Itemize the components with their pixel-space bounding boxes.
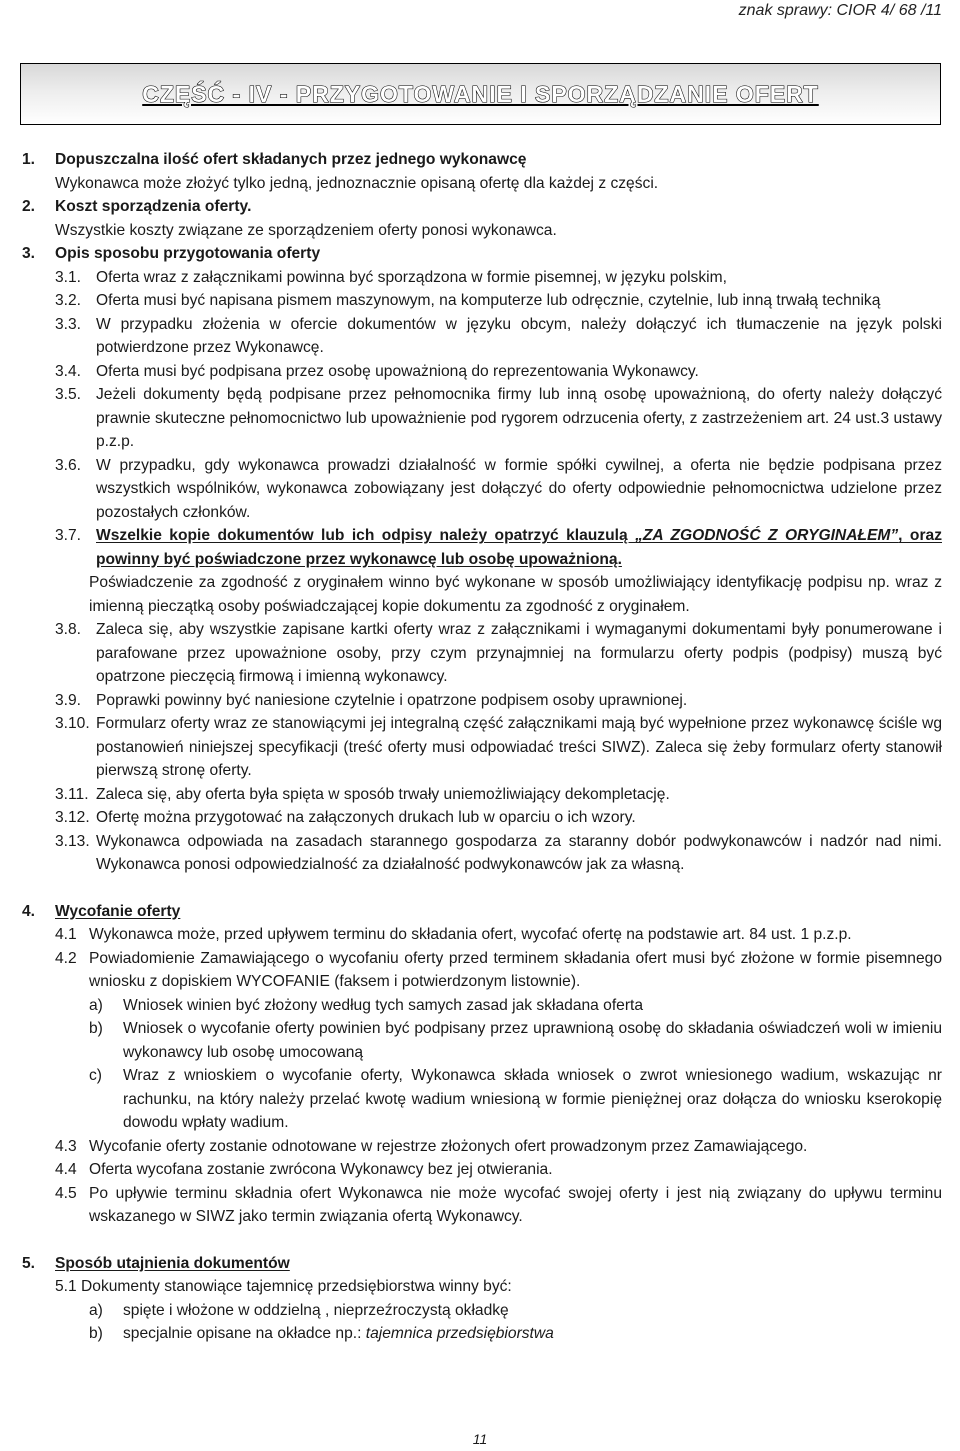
section-number: 2.: [22, 198, 36, 215]
list-item: [0, 618, 960, 689]
item-text: Powiadomienie Zamawiającego o wycofaniu oferty przed terminem składania ofert musi być złożone w formie pisemnego wniosku z dopiskiem WYCOFANIE (faksem i potwierdzonym listownie).: [89, 949, 942, 990]
certification-clause: „ZA ZGODNOŚĆ Z ORYGINAŁEM”: [635, 527, 899, 544]
section-heading: Opis sposobu przygotowania oferty: [55, 245, 321, 262]
list-item: [0, 524, 960, 571]
item-text-part: Wszelkie kopie dokumentów lub ich odpisy należy opatrzyć klauzulą: [96, 527, 636, 544]
spacer: [0, 1229, 960, 1252]
list-item: [0, 923, 960, 947]
spacer: [0, 877, 960, 900]
list-item: [0, 289, 960, 313]
item-text: Zaleca się, aby wszystkie zapisane kartki oferty wraz z załącznikami i wymaganymi dokumentami były ponumerowane i parafowane przez upoważnione osoby, przy czym przynajmniej na formularzu oferty podpis (podpisy) muszą być opatrzone pieczęcią firmową i imienną wykonawcy.: [96, 621, 942, 685]
sub-item-text: spięte i włożone w oddzielną , nieprzeźroczystą okładkę: [123, 1301, 509, 1319]
sub-item-letter: a): [89, 1301, 103, 1319]
list-item: [0, 830, 960, 877]
item-text-part: , oraz powinny być poświadczone przez wykonawcę lub osobę upoważnioną.: [96, 527, 942, 568]
sub-item-text-part: specjalnie opisane na okładce np.:: [123, 1325, 366, 1342]
list-item: [0, 454, 960, 525]
sub-item-letter: a): [89, 996, 103, 1014]
item-text: Oferta wraz z załącznikami powinna być sporządzona w formie pisemnej, w języku polskim,: [96, 268, 727, 286]
list-item: [0, 1182, 960, 1229]
section-heading: Sposób utajnienia dokumentów: [55, 1254, 290, 1272]
item-number: 3.11.: [55, 785, 89, 803]
document-body: [0, 148, 960, 1346]
item-text: Jeżeli dokumenty będą podpisane przez pełnomocnika firmy lub inną osobę upoważnioną, do oferty należy dołączyć prawnie skuteczne pełnomocnictwo lub upoważnienie pod rygorem odrzucenia oferty, z zastrzeżeniem art. 24 ust.3 ustawy p.z.p.: [96, 386, 942, 450]
item-text: Wykonawca odpowiada na zasadach starannego gospodarza za staranny dobór podwykonawców i nadzór nad nimi. Wykonawca ponosi odpowiedzialność za działalność podwykonawców jak za własną.: [96, 832, 942, 873]
item-number: 3.13.: [55, 832, 90, 850]
part-title-box: [20, 63, 941, 125]
item-number: 3.3.: [55, 315, 82, 333]
section-intro: 5.1 Dokumenty stanowiące tajemnicę przedsiębiorstwa winny być:: [55, 1278, 512, 1295]
item-number: 3.7.: [55, 527, 82, 544]
item-number: 3.6.: [55, 456, 82, 474]
section-3: [0, 242, 960, 266]
item-text: Oferta musi być podpisana przez osobę upoważnioną do reprezentowania Wykonawcy.: [96, 362, 699, 380]
list-item: [0, 313, 960, 360]
sub-item: [0, 1064, 960, 1135]
section-1: [0, 148, 960, 172]
case-reference: znak sprawy: CIOR 4/ 68 /11: [738, 2, 942, 19]
item-text: Wykonawca może, przed upływem terminu do składania ofert, wycofać ofertę na podstawie art. 84 ust. 1 p.z.p.: [89, 926, 852, 943]
item-text: [96, 524, 942, 571]
sub-item-text: [123, 1322, 942, 1346]
section-heading: Wycofanie oferty: [55, 902, 181, 920]
item-text: Oferta musi być napisana pismem maszynowym, na komputerze lub odręcznie, czytelnie, lub inną trwałą techniką: [96, 292, 881, 309]
section-number: 5.: [22, 1254, 36, 1272]
item-text: Ofertę można przygotować na załączonych drukach lub w oparciu o ich wzory.: [96, 809, 636, 826]
list-item: [0, 806, 960, 830]
sub-item-text: Wniosek winien być złożony według tych samych zasad jak składana oferta: [123, 996, 644, 1014]
section-2: [0, 195, 960, 219]
section-4: [0, 900, 960, 924]
item-text: W przypadku, gdy wykonawca prowadzi działalność w formie spółki cywilnej, a oferta nie będzie podpisana przez wszystkich wspólników, wykonawca zobowiązany jest dołączyć do oferty odpowiednie pełnomocnictwa udzielone przez pozostałych członków.: [96, 456, 942, 521]
section-number: 3.: [22, 245, 36, 262]
item-number: 4.3: [55, 1137, 77, 1155]
item-number: 3.9.: [55, 691, 82, 709]
item-text: Zaleca się, aby oferta była spięta w sposób trwały uniemożliwiający dekompletację.: [96, 785, 670, 803]
sub-item-text: Wraz z wnioskiem o wycofanie oferty, Wykonawca składa wniosek o zwrot wniesionego wadium, wskazując nr rachunku, na który należy przelać kwotę wadium wniesioną w formie pieniężnej oraz dołącza do wniosku kserokopię dowodu wpłaty wadium.: [123, 1067, 942, 1131]
item-number: 3.12.: [55, 809, 90, 826]
part-title: CZĘŚĆ - IV - PRZYGOTOWANIE I SPORZĄDZANIE OFERT: [142, 80, 819, 107]
sub-item: [0, 1017, 960, 1064]
sub-item: [0, 1322, 960, 1346]
item-number: 3.4.: [55, 362, 82, 380]
sub-item-letter: b): [89, 1020, 103, 1037]
item-number: 3.8.: [55, 621, 82, 638]
list-item: [0, 1135, 960, 1159]
item-number: 3.2.: [55, 292, 82, 309]
sub-item: [0, 1299, 960, 1323]
item-text: Po upływie terminu składnia ofert Wykonawca nie może wycofać swojej oferty i jest nią związany do upływu terminu wskazanego w SIWZ jako termin związania ofertą Wykonawcy.: [89, 1184, 942, 1225]
item-number: 3.1.: [55, 268, 82, 286]
section-5: [0, 1252, 960, 1276]
page-number: 11: [472, 1431, 488, 1447]
section-heading: Dopuszczalna ilość ofert składanych przez jednego wykonawcę: [55, 151, 527, 168]
item-note: Poświadczenie za zgodność z oryginałem winno być wykonane w sposób umożliwiający identyfikację podpisu np. wraz z imienną pieczątką osoby poświadczającej kopie dokumentu za zgodność z oryginałem.: [89, 574, 942, 615]
section-heading: Koszt sporządzenia oferty.: [55, 198, 252, 215]
confidentiality-label: tajemnica przedsiębiorstwa: [365, 1325, 554, 1342]
list-item: [0, 947, 960, 994]
sub-item-text: Wniosek o wycofanie oferty powinien być podpisany przez uprawnioną osobę do składania oświadczeń woli w imieniu wykonawcy lub osobę umocowaną: [123, 1020, 942, 1061]
item-number: 4.5: [55, 1184, 77, 1202]
sub-item: [0, 994, 960, 1018]
section-text: Wykonawca może złożyć tylko jedną, jednoznacznie opisaną ofertę dla każdej z części.: [55, 174, 659, 192]
item-text: W przypadku złożenia w ofercie dokumentów w języku obcym, należy dołączyć ich tłumaczenie na język polski potwierdzone przez Wykonawcę.: [96, 315, 942, 356]
list-item: [0, 783, 960, 807]
item-number: 4.4: [55, 1161, 77, 1178]
sub-item-letter: c): [89, 1067, 102, 1084]
list-item: [0, 689, 960, 713]
list-item: [0, 266, 960, 290]
item-text: Formularz oferty wraz ze stanowiącymi jej integralną część załącznikami mają być wypełnione przez wykonawcę ściśle wg postanowień niniejszej specyfikacji (treść oferty musi odpowiadać treści SIWZ). Zaleca się żeby formularz oferty stanowił pierwszą stronę oferty.: [96, 715, 942, 779]
item-number: 3.5.: [55, 386, 82, 403]
section-number: 1.: [22, 151, 36, 168]
section-text: Wszystkie koszty związane ze sporządzeniem oferty ponosi wykonawca.: [55, 221, 557, 239]
item-number: 4.2: [55, 949, 77, 967]
item-text: Wycofanie oferty zostanie odnotowane w rejestrze złożonych ofert prowadzonym przez Zamawiającego.: [89, 1137, 808, 1155]
item-number: 4.1: [55, 926, 77, 943]
list-item: [0, 360, 960, 384]
item-number: 3.10.: [55, 715, 90, 732]
item-text: Oferta wycofana zostanie zwrócona Wykonawcy bez jej otwierania.: [89, 1161, 553, 1178]
list-item: [0, 1158, 960, 1182]
item-text: Poprawki powinny być naniesione czytelnie i opatrzone podpisem osoby uprawnionej.: [96, 691, 688, 709]
list-item: [0, 383, 960, 454]
section-number: 4.: [22, 902, 36, 920]
list-item: [0, 712, 960, 783]
sub-item-letter: b): [89, 1325, 103, 1342]
